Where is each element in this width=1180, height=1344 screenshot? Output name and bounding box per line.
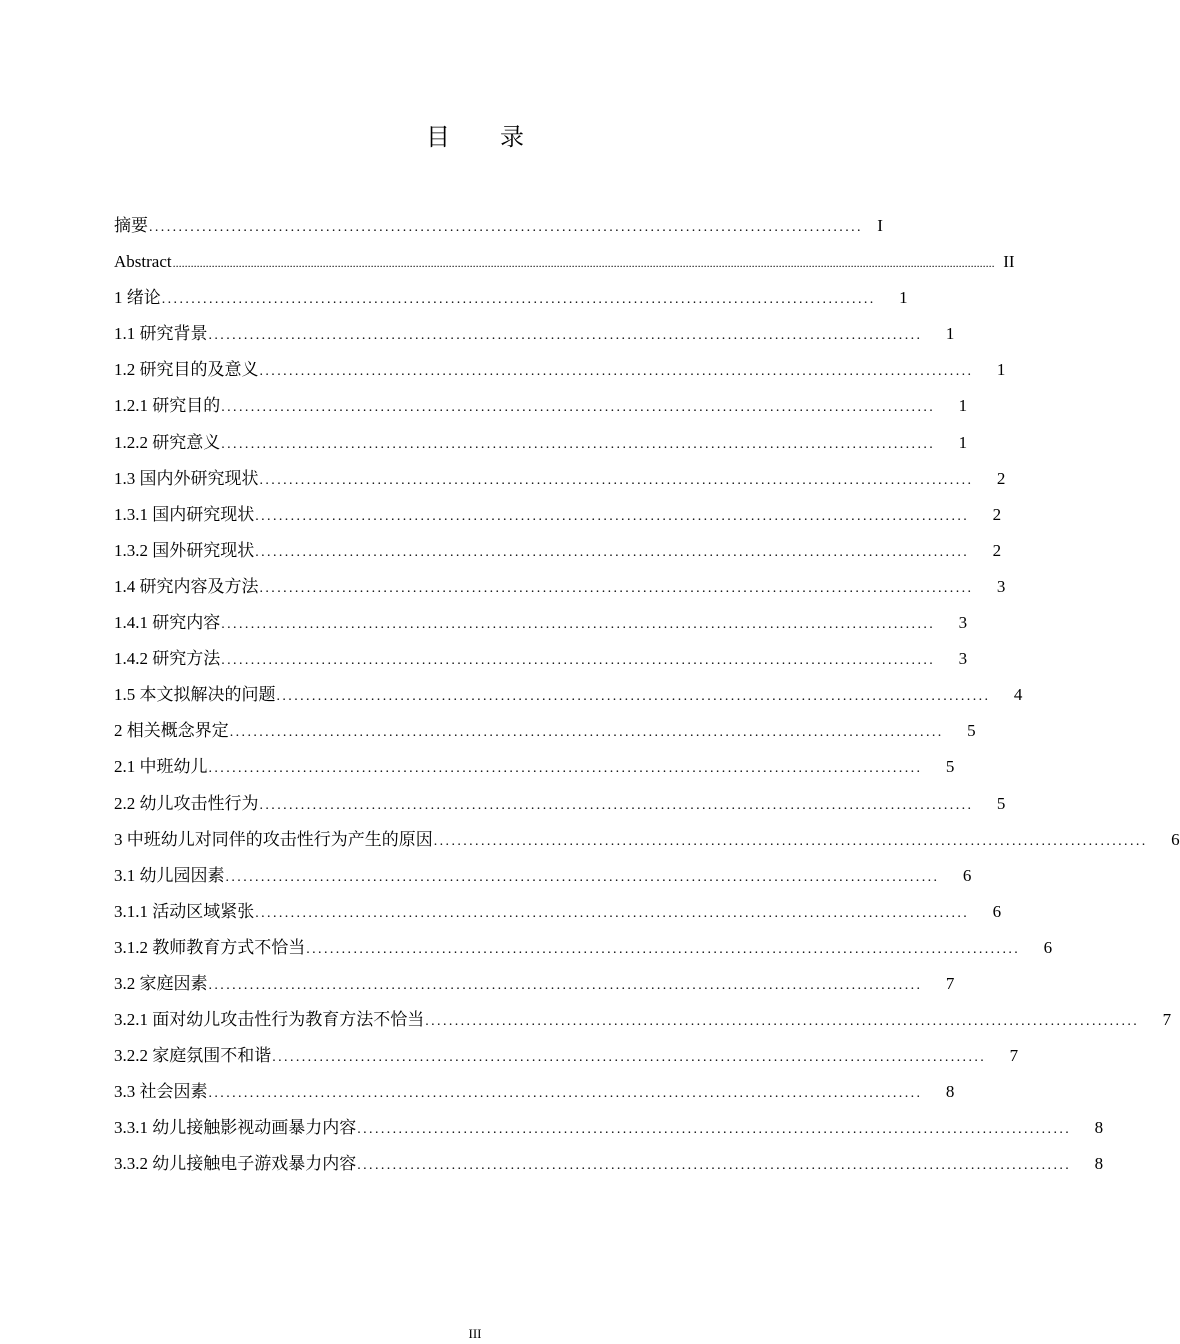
toc-entry-label: 1.4 研究内容及方法 [114, 576, 259, 596]
toc-entry[interactable] [114, 569, 1006, 605]
toc-entry-page: 1 [899, 288, 908, 308]
page-title: 目 录 [426, 125, 546, 151]
toc-leader-dots: ......................................................................................................................... [221, 436, 936, 452]
toc-leader-dots: ......................................................................................................................... [259, 472, 974, 488]
toc-entry-label: 2 相关概念界定 [114, 721, 229, 741]
toc-entry-label: 2.1 中班幼儿 [114, 757, 208, 777]
toc-leader-dots: ......................................................................................................................... [255, 544, 970, 560]
toc-entry[interactable] [114, 244, 1015, 280]
toc-leader-dots: ......................................................................................................................... [306, 941, 1021, 957]
toc-entry-page: 8 [1094, 1154, 1104, 1174]
toc-entry-label: 3.2.2 家庭氛围不和谐 [114, 1046, 272, 1066]
page-number: III [468, 1326, 482, 1341]
toc-entry-page: 5 [967, 721, 976, 741]
toc-entry[interactable] [114, 786, 1006, 822]
toc-entry[interactable] [114, 605, 968, 641]
toc-entry[interactable] [114, 208, 883, 244]
toc-entry-page: 2 [992, 504, 1002, 524]
toc-entry-label: 3.1 幼儿园因素 [114, 865, 225, 885]
toc-entry-label: 1.3 国内外研究现状 [114, 468, 259, 488]
toc-entry-page: 8 [1094, 1118, 1104, 1138]
toc-leader-dots: ......................................................................................................................... [425, 1014, 1140, 1030]
toc-entry[interactable] [114, 641, 968, 677]
toc-leader-dots: ......................................................................................................................... [221, 617, 936, 633]
toc-entry-page: 3 [958, 613, 968, 633]
toc-leader-dots: ......................................................................................................................... [272, 1050, 987, 1066]
toc-entry[interactable] [114, 966, 955, 1002]
toc-entry[interactable] [114, 713, 976, 749]
toc-entry-label: 3 中班幼儿对同伴的攻击性行为产生的原因 [114, 829, 433, 849]
toc-leader-dots: ......................................................................................................................... [149, 220, 863, 235]
toc-entry-page: 6 [1043, 937, 1053, 957]
toc-entry-page: 7 [1009, 1046, 1019, 1066]
toc-leader-dots: ......................................................................................................................... [225, 869, 940, 885]
toc-entry[interactable] [114, 677, 1023, 713]
toc-entry[interactable] [114, 388, 968, 424]
toc-entry[interactable] [114, 461, 1006, 497]
toc-entry-page: 7 [1162, 1010, 1172, 1030]
toc-entry-page: 8 [945, 1082, 955, 1102]
toc-entry-page: 5 [996, 793, 1006, 813]
toc-entry[interactable] [114, 1110, 1104, 1146]
toc-entry-label: 3.3 社会因素 [114, 1082, 208, 1102]
toc-entry-label: 3.3.2 幼儿接触电子游戏暴力内容 [114, 1154, 357, 1174]
toc-leader-dots: ......................................................................................................................... [221, 653, 936, 669]
toc-entry-page: 1 [996, 360, 1006, 380]
toc-entry-page: 5 [945, 757, 955, 777]
toc-entry-label: 1 绪论 [114, 288, 161, 308]
toc-leader-dots: ......................................................................................................................... [259, 364, 974, 380]
toc-leader-dots: ......................................................................................................................... [276, 689, 991, 705]
toc-entry[interactable] [114, 425, 968, 461]
toc-entry-label: 2.2 幼儿攻击性行为 [114, 793, 259, 813]
toc-entry[interactable] [114, 749, 955, 785]
toc-entry-label: 1.3.2 国外研究现状 [114, 540, 255, 560]
toc-entry-label: 3.3.1 幼儿接触影视动画暴力内容 [114, 1118, 357, 1138]
toc-entry-page: II [1003, 252, 1015, 272]
toc-entry-label: 3.1.2 教师教育方式不恰当 [114, 937, 306, 957]
toc-entry-label: 1.1 研究背景 [114, 324, 208, 344]
toc-leader-dots: ......................................................................................................................... [255, 508, 970, 524]
toc-entry[interactable] [114, 858, 972, 894]
toc-leader-dots: ......................................................................................................................... [208, 977, 923, 993]
toc-entry-label: 3.1.1 活动区域紧张 [114, 901, 255, 921]
toc-entry[interactable] [114, 822, 1180, 858]
toc-entry-page: I [877, 216, 883, 235]
toc-entry-label: 1.4.2 研究方法 [114, 649, 221, 669]
table-of-contents [114, 208, 1180, 1183]
toc-entry-page: 3 [958, 649, 968, 669]
toc-entry-label: Abstract [114, 252, 172, 272]
toc-entry-page: 1 [945, 324, 955, 344]
toc-leader-dots: ......................................................................................................................... [433, 833, 1148, 849]
toc-leader-dots: ......................................................................................................................... [208, 1086, 923, 1102]
toc-leader-dots: ......................................................................................................................... [357, 1158, 1072, 1174]
toc-entry-label: 1.5 本文拟解决的问题 [114, 685, 276, 705]
toc-entry[interactable] [114, 1002, 1172, 1038]
toc-leader-dots: ......................................................................................................................... [208, 328, 923, 344]
toc-leader-dots: ......................................................................................................................... [259, 580, 974, 596]
toc-entry-label: 3.2 家庭因素 [114, 973, 208, 993]
toc-leader-dots: ......................................................................................................................... [229, 725, 944, 741]
toc-entry-page: 7 [945, 973, 955, 993]
toc-entry-page: 6 [962, 865, 972, 885]
toc-entry-page: 4 [1013, 685, 1023, 705]
toc-leader-dots: ......................................................................................................................... [259, 797, 974, 813]
toc-entry-page: 2 [992, 540, 1002, 560]
toc-entry-label: 1.4.1 研究内容 [114, 613, 221, 633]
toc-entry-page: 6 [1171, 829, 1180, 849]
toc-entry-label: 1.2 研究目的及意义 [114, 360, 259, 380]
toc-entry[interactable] [114, 1038, 1019, 1074]
toc-entry-label: 1.3.1 国内研究现状 [114, 504, 255, 524]
toc-entry[interactable] [114, 894, 1002, 930]
toc-entry-label: 摘要 [114, 216, 148, 235]
toc-leader-dots: ......................................................................................................................... [161, 292, 876, 308]
toc-leader-dots: ......................................................................................................................... [221, 400, 936, 416]
toc-leader-dots: ......................................................................................................................... [208, 761, 923, 777]
toc-entry[interactable] [114, 1146, 1104, 1182]
toc-leader-dots: ......................................................................................................................... [255, 905, 970, 921]
toc-entry-label: 1.2.2 研究意义 [114, 432, 221, 452]
toc-entry-label: 3.2.1 面对幼儿攻击性行为教育方法不恰当 [114, 1010, 425, 1030]
toc-entry-page: 3 [996, 576, 1006, 596]
toc-entry[interactable] [114, 533, 1002, 569]
toc-leader-dots: .................................................................................................................................................................................................................................................................................. [172, 256, 995, 271]
toc-entry[interactable] [114, 280, 908, 316]
toc-entry-page: 6 [992, 901, 1002, 921]
toc-entry[interactable] [114, 497, 1002, 533]
toc-entry-page: 1 [958, 396, 968, 416]
toc-entry[interactable] [114, 1074, 955, 1110]
toc-entry-page: 2 [996, 468, 1006, 488]
toc-entry[interactable] [114, 352, 1006, 388]
toc-entry[interactable] [114, 316, 955, 352]
toc-entry-page: 1 [958, 432, 968, 452]
toc-entry[interactable] [114, 930, 1053, 966]
toc-entry-label: 1.2.1 研究目的 [114, 396, 221, 416]
toc-leader-dots: ......................................................................................................................... [357, 1122, 1072, 1138]
